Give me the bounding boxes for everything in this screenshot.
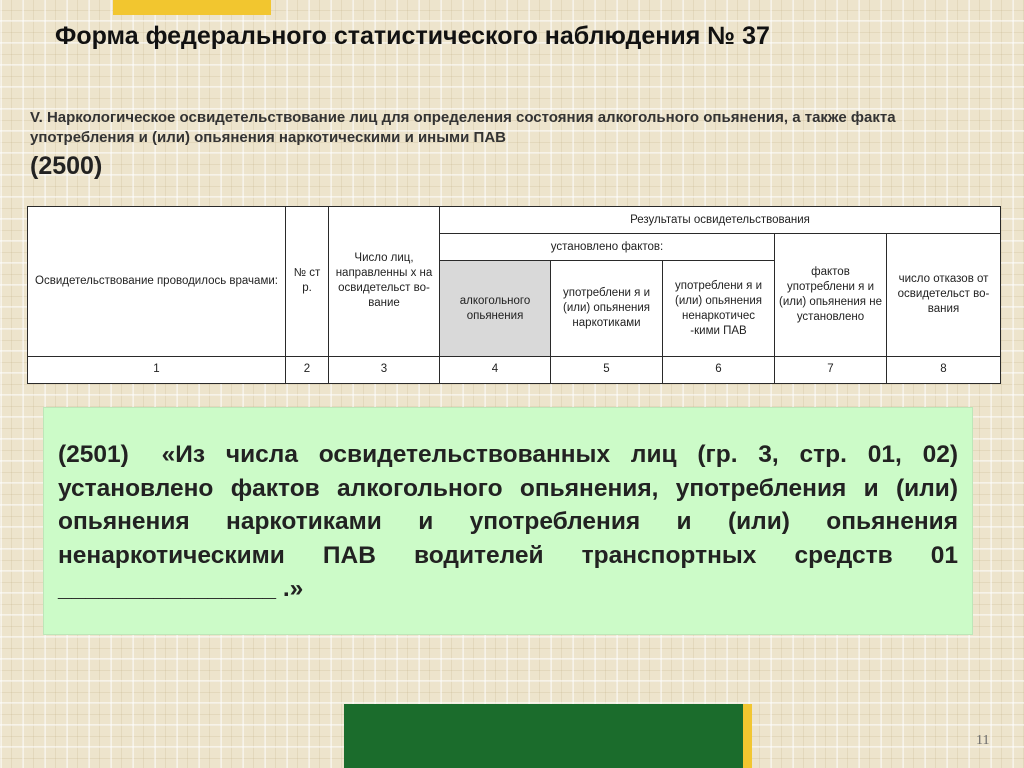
header-non-narcotic: употреблени я и (или) опьянения ненаркотичес -кими ПАВ <box>663 261 775 357</box>
header-results: Результаты освидетельствования <box>440 207 1001 234</box>
top-accent-bar <box>113 0 271 15</box>
header-examined-by: Освидетельствование проводилось врачами: <box>28 207 286 357</box>
section-heading: V. Наркологическое освидетельствование лиц для определения состояния алкогольного опьянения, а также факта употребления и (или) опьянения наркотическими и иными ПАВ <box>30 109 896 146</box>
footer-yellow-strip <box>743 704 752 768</box>
header-refusals: число отказов от освидетельст во-вания <box>887 234 1001 357</box>
header-narcotics: употреблени я и (или) опьянения наркотиками <box>551 261 663 357</box>
page-number: 11 <box>976 733 990 748</box>
header-row-number: № ст р. <box>286 207 329 357</box>
header-not-established: фактов употреблени я и (или) опьянения не установлено <box>775 234 887 357</box>
form-table <box>27 206 1001 384</box>
column-number: 6 <box>663 356 775 383</box>
header-established: установлено фактов: <box>440 234 775 261</box>
column-number: 4 <box>440 356 551 383</box>
column-number: 2 <box>286 356 329 383</box>
column-number: 5 <box>551 356 663 383</box>
header-persons-sent: Число лиц, направленны х на освидетельст во-вание <box>329 207 440 357</box>
note-code: (2501) <box>58 441 129 468</box>
note-box <box>43 407 973 635</box>
note-text: «Из числа освидетельствованных лиц (гр. 3, стр. 01, 02) установлено фактов алкогольного опьянения, употребления и (или) опьянения наркотиками и употребления и (или) опьянения ненаркотическими ПАВ водителей транспортных средств 01 ________________ .» <box>58 441 959 602</box>
footer-green-bar <box>344 704 743 768</box>
column-number: 3 <box>329 356 440 383</box>
column-number: 1 <box>28 356 286 383</box>
note-paragraph <box>58 438 958 606</box>
page-title: Форма федерального статистического наблюдения № 37 <box>55 22 770 50</box>
header-alcohol-intoxication: алкогольного опьянения <box>440 261 551 357</box>
section-code: (2500) <box>30 152 103 180</box>
column-number: 7 <box>775 356 887 383</box>
column-number: 8 <box>887 356 1001 383</box>
